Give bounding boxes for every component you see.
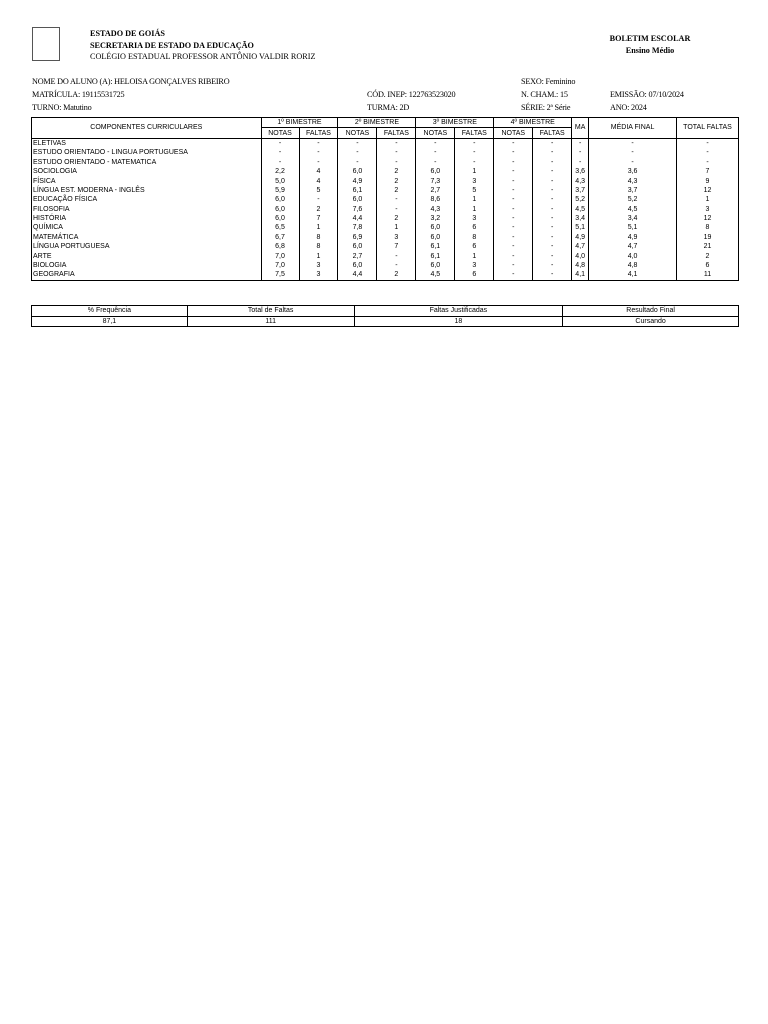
cell-b3-absences: - (455, 148, 494, 157)
cell-ma-value: 4,3 (572, 176, 589, 185)
student-sex: SEXO: Feminino (521, 77, 576, 86)
cell-b3-absences: 3 (455, 261, 494, 270)
cell-b3-grade: 6,1 (416, 242, 455, 251)
secretariat-name: SECRETARIA DE ESTADO DA EDUCAÇÃO (90, 40, 254, 50)
cell-total-absences: 21 (676, 242, 738, 251)
cell-b1-grade: - (261, 138, 299, 148)
grades-table-body (32, 138, 739, 280)
cell-total-absences: 12 (676, 214, 738, 223)
cell-b2-absences: 2 (377, 186, 416, 195)
col-header-notas: NOTAS (494, 128, 533, 138)
cell-b1-grade: 5,0 (261, 176, 299, 185)
student-class: TURMA: 2D (367, 103, 410, 112)
table-row (32, 138, 739, 148)
cell-b3-absences: 8 (455, 233, 494, 242)
cell-b2-absences: 7 (377, 242, 416, 251)
cell-b4-absences: - (533, 261, 572, 270)
cell-b3-grade: - (416, 138, 455, 148)
cell-b4-absences: - (533, 270, 572, 280)
cell-final-average: 3,7 (589, 186, 677, 195)
cell-b2-grade: 6,0 (338, 167, 377, 176)
cell-b2-grade: - (338, 158, 377, 167)
cell-total-absences: 2 (676, 251, 738, 260)
cell-b2-grade: 2,7 (338, 251, 377, 260)
cell-b1-grade: 6,0 (261, 195, 299, 204)
cell-b4-absences: - (533, 242, 572, 251)
cell-b2-grade: - (338, 138, 377, 148)
school-year: ANO: 2024 (610, 103, 647, 112)
cell-b2-absences: - (377, 138, 416, 148)
table-row (32, 251, 739, 260)
cell-b3-grade: 2,7 (416, 186, 455, 195)
document-title: BOLETIM ESCOLAR (609, 34, 691, 43)
cell-component-name: ESTUDO ORIENTADO - LINGUA PORTUGUESA (32, 148, 262, 157)
cell-component-name: HISTÓRIA (32, 214, 262, 223)
cell-component-name: MATEMÁTICA (32, 233, 262, 242)
summary-label-justified-absences: Faltas Justificadas (354, 306, 563, 317)
cell-b3-absences: - (455, 158, 494, 167)
cell-b4-absences: - (533, 195, 572, 204)
cell-b2-absences: 3 (377, 233, 416, 242)
cell-b4-grade: - (494, 233, 533, 242)
col-header-bimester-4: 4º BIMESTRE (494, 118, 572, 128)
cell-b3-grade: 6,0 (416, 223, 455, 232)
cell-ma-value: 3,7 (572, 186, 589, 195)
cell-b1-absences: 1 (299, 251, 338, 260)
cell-b2-grade: 6,0 (338, 195, 377, 204)
cell-b1-absences: - (299, 195, 338, 204)
cell-b4-grade: - (494, 176, 533, 185)
cell-component-name: ELETIVAS (32, 138, 262, 148)
cell-component-name: ESTUDO ORIENTADO - MATEMATICA (32, 158, 262, 167)
cell-b3-absences: 3 (455, 214, 494, 223)
cell-final-average: 4,9 (589, 233, 677, 242)
table-row (32, 148, 739, 157)
cell-b4-grade: - (494, 138, 533, 148)
col-header-faltas: FALTAS (533, 128, 572, 138)
cell-final-average: 3,4 (589, 214, 677, 223)
cell-final-average: 4,8 (589, 261, 677, 270)
cell-ma-value: - (572, 158, 589, 167)
col-header-bimester-1: 1º BIMESTRE (261, 118, 338, 128)
cell-b4-absences: - (533, 176, 572, 185)
cell-b1-grade: 6,7 (261, 233, 299, 242)
cell-final-average: 4,3 (589, 176, 677, 185)
table-row (32, 261, 739, 270)
cell-b1-grade: 2,2 (261, 167, 299, 176)
table-row (32, 205, 739, 214)
cell-b3-absences: 1 (455, 251, 494, 260)
cell-ma-value: 4,0 (572, 251, 589, 260)
cell-total-absences: 1 (676, 195, 738, 204)
cell-b1-grade: 6,0 (261, 214, 299, 223)
cell-b4-grade: - (494, 186, 533, 195)
cell-final-average: 4,5 (589, 205, 677, 214)
col-header-bimester-3: 3º BIMESTRE (416, 118, 494, 128)
summary-value-final-result: Cursando (563, 316, 739, 327)
cell-b4-absences: - (533, 233, 572, 242)
issue-date: EMISSÃO: 07/10/2024 (610, 90, 684, 99)
cell-b2-grade: 4,4 (338, 214, 377, 223)
cell-b2-grade: - (338, 148, 377, 157)
cell-b2-absences: 2 (377, 214, 416, 223)
cell-b2-grade: 4,4 (338, 270, 377, 280)
cell-b4-grade: - (494, 223, 533, 232)
col-header-bimester-2: 2º BIMESTRE (338, 118, 416, 128)
cell-b1-grade: 6,0 (261, 205, 299, 214)
student-shift: TURNO: Matutino (32, 103, 92, 112)
document-title-block (590, 33, 710, 56)
cell-b3-grade: - (416, 148, 455, 157)
student-registration: MATRÍCULA: 19115531725 (32, 90, 125, 99)
cell-b4-grade: - (494, 251, 533, 260)
cell-component-name: FÍSICA (32, 176, 262, 185)
cell-ma-value: - (572, 148, 589, 157)
cell-final-average: 3,6 (589, 167, 677, 176)
cell-b2-absences: 1 (377, 223, 416, 232)
col-header-notas: NOTAS (338, 128, 377, 138)
cell-b3-absences: 6 (455, 270, 494, 280)
cell-b3-absences: 1 (455, 205, 494, 214)
education-level: Ensino Médio (625, 45, 675, 55)
cell-total-absences: 3 (676, 205, 738, 214)
summary-label-frequency: % Frequência (32, 306, 188, 317)
table-row (32, 176, 739, 185)
cell-b1-grade: - (261, 148, 299, 157)
cell-b4-grade: - (494, 148, 533, 157)
cell-b3-grade: 6,0 (416, 233, 455, 242)
cell-b1-grade: 6,8 (261, 242, 299, 251)
cell-ma-value: 4,5 (572, 205, 589, 214)
summary-value-frequency: 87,1 (32, 316, 188, 327)
cell-b2-grade: 4,9 (338, 176, 377, 185)
cell-final-average: - (589, 158, 677, 167)
col-header-notas: NOTAS (416, 128, 455, 138)
cell-b2-grade: 6,0 (338, 242, 377, 251)
table-row (32, 242, 739, 251)
cell-b3-absences: 1 (455, 167, 494, 176)
cell-b2-absences: - (377, 251, 416, 260)
cell-b3-grade: 8,6 (416, 195, 455, 204)
cell-component-name: ARTE (32, 251, 262, 260)
cell-b1-absences: 7 (299, 214, 338, 223)
cell-b1-absences: - (299, 158, 338, 167)
col-header-final-average: MÉDIA FINAL (589, 118, 677, 139)
cell-b4-absences: - (533, 214, 572, 223)
cell-component-name: LÍNGUA EST. MODERNA - INGLÊS (32, 186, 262, 195)
student-grade: SÉRIE: 2ª Série (521, 103, 571, 112)
cell-b4-absences: - (533, 158, 572, 167)
cell-component-name: QUÍMICA (32, 223, 262, 232)
cell-b4-absences: - (533, 251, 572, 260)
cell-ma-value: - (572, 138, 589, 148)
summary-label-final-result: Resultado Final (563, 306, 739, 317)
cell-ma-value: 4,8 (572, 261, 589, 270)
cell-b3-absences: 6 (455, 223, 494, 232)
summary-value-total-absences: 111 (187, 316, 354, 327)
cell-b3-absences: - (455, 138, 494, 148)
school-logo-placeholder (32, 27, 60, 61)
cell-b4-absences: - (533, 223, 572, 232)
cell-final-average: 4,0 (589, 251, 677, 260)
cell-b2-absences: 2 (377, 176, 416, 185)
cell-b4-absences: - (533, 167, 572, 176)
cell-component-name: SOCIOLOGIA (32, 167, 262, 176)
cell-b2-absences: - (377, 195, 416, 204)
cell-b4-absences: - (533, 148, 572, 157)
col-header-faltas: FALTAS (377, 128, 416, 138)
table-row (32, 223, 739, 232)
cell-ma-value: 4,7 (572, 242, 589, 251)
table-row (32, 158, 739, 167)
cell-ma-value: 3,4 (572, 214, 589, 223)
cell-b1-grade: 6,5 (261, 223, 299, 232)
cell-total-absences: 9 (676, 176, 738, 185)
cell-b4-grade: - (494, 214, 533, 223)
cell-b3-grade: 4,5 (416, 270, 455, 280)
cell-b1-grade: - (261, 158, 299, 167)
cell-b1-grade: 7,0 (261, 261, 299, 270)
cell-b4-grade: - (494, 167, 533, 176)
cell-b2-absences: 2 (377, 167, 416, 176)
cell-b2-absences: - (377, 158, 416, 167)
cell-b3-absences: 5 (455, 186, 494, 195)
cell-b2-absences: - (377, 148, 416, 157)
cell-component-name: FILOSOFIA (32, 205, 262, 214)
cell-b1-absences: 5 (299, 186, 338, 195)
cell-total-absences: - (676, 138, 738, 148)
cell-ma-value: 5,1 (572, 223, 589, 232)
cell-b4-absences: - (533, 138, 572, 148)
cell-b4-absences: - (533, 186, 572, 195)
cell-b1-absences: - (299, 138, 338, 148)
cell-final-average: 5,2 (589, 195, 677, 204)
cell-total-absences: 12 (676, 186, 738, 195)
cell-b4-absences: - (533, 205, 572, 214)
cell-b2-absences: - (377, 261, 416, 270)
cell-b4-grade: - (494, 270, 533, 280)
cell-b1-absences: 3 (299, 261, 338, 270)
table-row (32, 186, 739, 195)
cell-b1-absences: 1 (299, 223, 338, 232)
col-header-notas: NOTAS (261, 128, 299, 138)
cell-b3-grade: 6,0 (416, 167, 455, 176)
cell-total-absences: 7 (676, 167, 738, 176)
cell-b1-absences: 4 (299, 176, 338, 185)
cell-b3-absences: 6 (455, 242, 494, 251)
cell-b2-absences: - (377, 205, 416, 214)
cell-b2-grade: 6,9 (338, 233, 377, 242)
col-header-ma: MA (572, 118, 589, 139)
cell-b3-grade: - (416, 158, 455, 167)
cell-final-average: 4,1 (589, 270, 677, 280)
cell-total-absences: - (676, 158, 738, 167)
cell-total-absences: 19 (676, 233, 738, 242)
school-name: COLÉGIO ESTADUAL PROFESSOR ANTÔNIO VALDIR RORIZ (90, 52, 316, 61)
summary-label-total-absences: Total de Faltas (187, 306, 354, 317)
cell-b1-grade: 5,9 (261, 186, 299, 195)
table-row (32, 195, 739, 204)
cell-b3-absences: 3 (455, 176, 494, 185)
cell-component-name: GEOGRAFIA (32, 270, 262, 280)
institution-header (90, 28, 316, 63)
col-header-faltas: FALTAS (455, 128, 494, 138)
cell-b1-absences: 8 (299, 242, 338, 251)
cell-b2-grade: 7,8 (338, 223, 377, 232)
cell-component-name: EDUCAÇÃO FÍSICA (32, 195, 262, 204)
cell-final-average: 4,7 (589, 242, 677, 251)
cell-b2-absences: 2 (377, 270, 416, 280)
cell-b1-absences: 3 (299, 270, 338, 280)
inep-code: CÓD. INEP: 122763523020 (367, 90, 456, 99)
cell-b2-grade: 6,1 (338, 186, 377, 195)
cell-b3-grade: 3,2 (416, 214, 455, 223)
cell-b3-absences: 1 (455, 195, 494, 204)
state-name: ESTADO DE GOIÁS (90, 29, 165, 38)
cell-final-average: - (589, 138, 677, 148)
cell-component-name: BIOLOGIA (32, 261, 262, 270)
cell-ma-value: 4,9 (572, 233, 589, 242)
cell-total-absences: 8 (676, 223, 738, 232)
cell-final-average: - (589, 148, 677, 157)
cell-total-absences: 11 (676, 270, 738, 280)
cell-b4-grade: - (494, 261, 533, 270)
grades-table (31, 117, 739, 281)
cell-b3-grade: 6,1 (416, 251, 455, 260)
table-row (32, 233, 739, 242)
cell-b1-grade: 7,0 (261, 251, 299, 260)
summary-table (31, 305, 739, 327)
cell-b4-grade: - (494, 158, 533, 167)
student-name: NOME DO ALUNO (A): HELOISA GONÇALVES RIBEIRO (32, 77, 230, 86)
cell-b4-grade: - (494, 242, 533, 251)
cell-b3-grade: 7,3 (416, 176, 455, 185)
cell-ma-value: 4,1 (572, 270, 589, 280)
cell-b1-absences: - (299, 148, 338, 157)
cell-total-absences: - (676, 148, 738, 157)
table-row (32, 214, 739, 223)
col-header-faltas: FALTAS (299, 128, 338, 138)
cell-b1-absences: 4 (299, 167, 338, 176)
cell-total-absences: 6 (676, 261, 738, 270)
cell-ma-value: 3,6 (572, 167, 589, 176)
cell-ma-value: 5,2 (572, 195, 589, 204)
table-row (32, 167, 739, 176)
cell-b3-grade: 6,0 (416, 261, 455, 270)
call-number: N. CHAM.: 15 (521, 90, 568, 99)
cell-b4-grade: - (494, 195, 533, 204)
cell-b1-grade: 7,5 (261, 270, 299, 280)
cell-b2-grade: 7,6 (338, 205, 377, 214)
col-header-component: COMPONENTES CURRICULARES (32, 118, 262, 139)
cell-component-name: LÍNGUA PORTUGUESA (32, 242, 262, 251)
table-row (32, 270, 739, 280)
cell-b4-grade: - (494, 205, 533, 214)
cell-final-average: 5,1 (589, 223, 677, 232)
col-header-total-absences: TOTAL FALTAS (676, 118, 738, 139)
cell-b3-grade: 4,3 (416, 205, 455, 214)
summary-value-justified-absences: 18 (354, 316, 563, 327)
cell-b1-absences: 2 (299, 205, 338, 214)
cell-b2-grade: 6,0 (338, 261, 377, 270)
cell-b1-absences: 8 (299, 233, 338, 242)
